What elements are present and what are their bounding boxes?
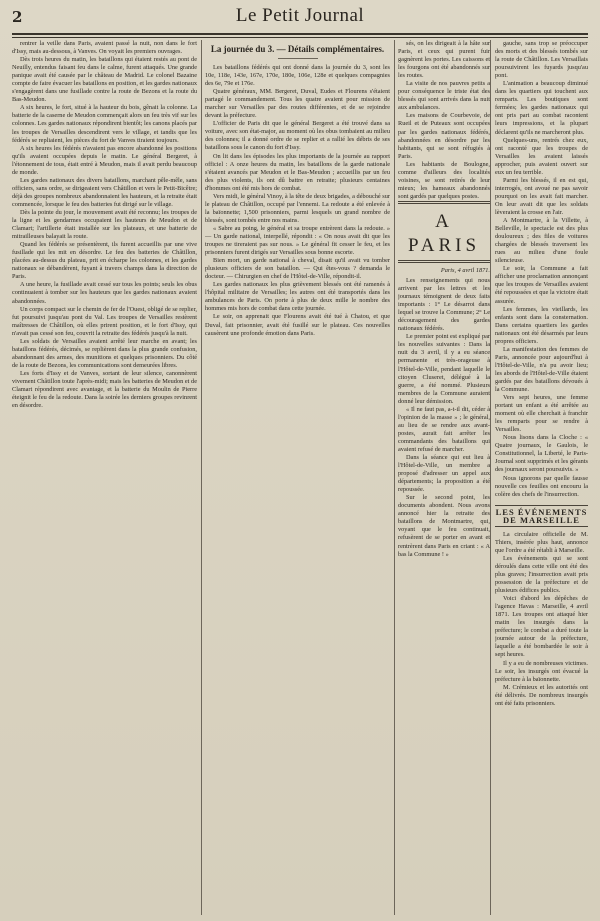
paragraph: M. Crémieux et les autorités ont été délivrés. De nombreux insurgés ont été faits prisonniers. [495, 683, 588, 707]
paragraph: Les gardes nationaux les plus grièvement blessés ont été ramenés à l'hôpital militaire de Versailles; les autres ont été transportés dans les ambulances de Paris. On porte à plus de deux mille le nombre des hommes mis hors de combat dans cette journée. [205, 281, 390, 313]
paragraph: La visite de nos pauvres petits a pour conséquence le triste état des blessés qui sont arrivés dans la nuit aux ambulances. [398, 80, 490, 112]
paragraph: A Montmartre, à la Villette, à Belleville, le spectacle est des plus douloureux ; des files de voitures chargées de blessés traversent les rues au milieu d'une foule silencieuse. [495, 217, 588, 265]
paragraph: Les gardes nationaux des divers bataillons, marchant pêle-mêle, sans officiers, sans ordre, se dirigeaient vers Châtillon et vers le Petit-Bicêtre; déjà des groupes nombreux abandonnaient les hauteurs, et la retraite était commencée, lorsque le feu des batteries fut dirigé sur le village. [12, 176, 197, 208]
headline-rule [278, 58, 318, 59]
paragraph: Les femmes, les vieillards, les enfants sont dans la consternation. Dans certains quartiers les gardes nationaux ont été désarmés par leurs propres officiers. [495, 305, 588, 345]
paragraph: Nous lisons dans la Cloche : « Quatre journaux, le Gaulois, le Constitutionnel, la Liberté, le Paris-Journal sont supprimés et les gérants des journaux seront poursuivis. » [495, 434, 588, 474]
column-divider [394, 40, 395, 915]
paragraph: L'officier de Paris dit que le général Bergeret a été trouvé dans sa voiture, avec son état-major, au moment où les obus tombaient au milieu des colonnes; il a donné ordre de se replier et a rallié les débris de ses bataillons sous le canon du fort d'Issy. [205, 120, 390, 152]
paragraph: rentrer la veille dans Paris, avaient passé la nuit, non dans le fort d'Issy, mais au-dessous, à Vanves. On voyait les premiers ouvrages. [12, 40, 197, 56]
paragraph: On lit dans les épisodes les plus importants de la journée au rapport officiel : A onze heures du matin, les bataillons de la garde nationale s'étaient avancés par Meudon et le Bas-Meudon ; accueillis par un feu des plus violents, ils ont dû battre en retraite; plusieurs centaines d'hommes ont été mis hors de combat. [205, 152, 390, 192]
paragraph: Le soir, la Commune a fait afficher une proclamation annonçant que les troupes de Versailles avaient été repoussées et que la victoire était assurée. [495, 265, 588, 305]
paragraph: Les renseignements qui nous arrivent par les lettres et les journaux témoignent de deux faits importants : 1° Le désarroi dans lequel se trouve la Commune; 2° Le découragement des gardes nationaux fédérés. [398, 276, 490, 333]
column-divider [490, 40, 491, 915]
paragraph: Vers midi, le général Vinoy, à la tête de deux brigades, a débouché sur le plateau de Châtillon, occupé par l'ennemi. La redoute a été enlevée à la baïonnette; 1,500 prisonniers, parmi lesquels un grand nombre de blessés, sont tombés entre nos mains. [205, 192, 390, 224]
paragraph: Les bataillons fédérés qui ont donné dans la journée du 3, sont les 10e, 118e, 143e, 167e, 170e, 180e, 106e, 128e et quelques compagnies des 6e, 79e et 176e. [205, 64, 390, 88]
paragraph: A une heure, la fusillade avait cessé sur tous les points; seuls les obus continuaient à tomber sur les hauteurs que les gardes nationaux avaient abandonnées. [12, 281, 197, 305]
section-rule [398, 260, 490, 263]
column-3 [398, 40, 588, 915]
column-2 [205, 40, 390, 915]
paragraph: L'animation a beaucoup diminué dans les quartiers qui touchent aux remparts. Les boutiques sont fermées; les gardes nationaux qui ont pris part au combat racontent leurs impressions, et la plupart déclarent qu'ils ne marcheront plus. [495, 80, 588, 136]
paragraph: Dès la pointe du jour, le mouvement avait été reconnu; les troupes de la ligne et les gendarmes occupaient les hauteurs de Meudon et de Clamart; l'artillerie était installée sur les plateaux, et une batterie de mitrailleuses balayait la route. [12, 208, 197, 241]
section-banner: LES ÉVÉNEMENTS DE MARSEILLE [495, 505, 588, 527]
paragraph: Vers sept heures, une femme portant un enfant a été arrêtée au moment où elle cherchait à franchir les remparts pour se rendre à Versailles. [495, 394, 588, 434]
column-4 [495, 40, 588, 915]
paragraph: sés, on les dirigeait à la hâte sur Paris, et ceux qui purent fuir gagnèrent les portes. Les caissons et les fourgons ont été abandonnés sur les routes. [398, 40, 490, 80]
masthead [12, 2, 588, 32]
paper-name: Le Petit Journal [235, 5, 365, 26]
column-3-left [398, 40, 490, 915]
paragraph: « Il ne faut pas, a-t-il dit, céder à l'opinion de la masse » ; le général, au lieu de se rendre aux avant-postes, aurait fait arrêter les commandants des bataillons qui avaient refusé de marcher. [398, 405, 490, 453]
paragraph: Les maisons de Courbevoie, de Rueil et de Puteaux sont occupées par les gardes nationaux fédérés, abandonnées en désordre par les habitants, qui se sont réfugiés à Paris. [398, 112, 490, 160]
paragraph: Voici d'abord les dépêches de l'agence Havas : Marseille, 4 avril 1871. Les troupes ont attaqué hier matin les insurgés dans la préfecture; le combat a duré toute la journée autour de la préfecture, laquelle a été bombardée le soir à sept heures. [495, 595, 588, 659]
paragraph: « Sabre au poing, le général et sa troupe entrèrent dans la redoute. » — Un garde national, interpellé, répondit : « On nous avait dit que les troupes ne tireraient pas sur nous. » Le général fit cesser le feu, et les prisonniers furent dirigés sur Versailles sous bonne escorte. [205, 224, 390, 257]
paragraph: Les forts d'Issy et de Vanves, sortant de leur silence, canonnèrent vivement Châtillon toute l'après-midi; mais les batteries de Meudon et de Clamart répondirent avec avantage, et la batterie du Moulin de Pierre éteignit le feu de la redoute. Dans la soirée les derniers groupes revinrent en désordre. [12, 369, 197, 410]
paragraph: Les habitants de Boulogne, comme d'ailleurs des localités voisines, se sont retirés de leur mieux; les hameaux abandonnés sont gardés par quelques postes. [398, 160, 490, 200]
column-1 [12, 40, 197, 915]
paragraph: gauche, sans trop se préoccuper des morts et des blessés tombés sur la route de Châtillon. Les Versaillais poursuivirent les fuyards jusqu'au pont. [495, 40, 588, 80]
article-headline: La journée du 3. — Détails complémentaires. [210, 44, 385, 54]
column-divider [201, 40, 202, 915]
page-number: 2 [12, 8, 23, 26]
paragraph: A six heures les fédérés n'avaient pas encore abandonné les positions qu'ils avaient occupées depuis le matin. Le général Bergeret, à l'étonnement de tous, était entré à Meudon, mais il avait perdu beaucoup de monde. [12, 144, 197, 176]
paragraph: Les événements qui se sont déroulés dans cette ville ont été des plus graves; l'insurrection avait pris possession de la préfecture et de plusieurs édifices publics. [495, 554, 588, 595]
paragraph: Il y a eu de nombreuses victimes. Le soir, les insurgés ont évacué la préfecture à la baïonnette. [495, 659, 588, 683]
paragraph: Sur le second point, les documents abondent. Nous avons annoncé hier la retraite des bataillons de Montmartre, qui, voyant que le feu continuait, refusèrent de se porter en avant et rentrèrent dans Paris en criant : « A bas la Commune ! » [398, 494, 490, 558]
paragraph: La circulaire officielle de M. Thiers, insérée plus haut, annonce que l'ordre a été rétabli à Marseille. [495, 530, 588, 554]
paragraph: A six heures, le fort, situé à la hauteur du bois, gênait la colonne. La batterie de la caserne de Meudon commençait alors un feu très vif sur les colonnes. Les gardes nationaux répondirent bientôt; les canons placés par les troupes de Versailles descendirent vers le village, et tandis que les fédérés se repliaient, les pièces du fort de Vanves tiraient toujours. [12, 104, 197, 144]
masthead-rule [12, 33, 588, 38]
paragraph: Quatre généraux, MM. Bergeret, Duval, Eudes et Flourens s'étaient partagé le commandement. Tous les quatre avaient pour mission de marcher sur Versailles par des routes différentes, et de se rejoindre devant la préfecture. [205, 88, 390, 120]
paragraph: Quelques-uns, rentrés chez eux, ont raconté que les troupes de Versailles les avaient laissés approcher, puis avaient ouvert sur eux un feu terrible. [495, 136, 588, 176]
paragraph: Dès trois heures du matin, les bataillons qui étaient restés au pont de Neuilly, entendus faisant feu dans le calme, furent attaqués. Une grande panique avait été causée par le château de Madrid. Le colonel Bazaine compte de faire évacuer les bataillons en position, et les gardes nationaux s'engagèrent dans une fusillade contre la route de Bezons et la route du Bas-Meudon. [12, 56, 197, 104]
section-title: A PARIS [407, 210, 481, 256]
paragraph: Le soir, on apprenait que Flourens avait été tué à Chatou, et que Duval, fait prisonnier, avait été fusillé sur le plateau. Ces nouvelles causèrent une profonde émotion dans Paris. [205, 313, 390, 337]
paragraph: La manifestation des femmes de Paris, annoncée pour aujourd'hui à l'Hôtel-de-Ville, n'a pu avoir lieu; les abords de l'Hôtel-de-Ville étaient gardés par des bataillons dévoués à la Commune. [495, 345, 588, 394]
columns [12, 40, 588, 915]
paragraph: Nous ignorons par quelle fausse nouvelle ces feuilles ont encouru la colère des chefs de l'insurrection. [495, 474, 588, 498]
section-rule [398, 201, 490, 204]
paragraph: Un corps compact sur le chemin de fer de l'Ouest, obligé de se replier, fut poursuivi jusqu'au pont du Val. Les troupes de Versailles restèrent maîtresses de Châtillon, où elles prirent position, et le fort d'Issy, qui n'avait pas cessé son feu, couvrit la retraite des fédérés jusqu'à la nuit. [12, 305, 197, 337]
paragraph: Les soldats de Versailles avaient arrêté leur marche en avant; les bataillons fédérés, décimés, se replièrent dans la plus grande confusion, abandonnant des armes, des munitions et quelques prisonniers. Du côté de la route de Bezons, les communications sont demeurées libres. [12, 337, 197, 369]
dateline: Paris, 4 avril 1871. [440, 266, 490, 274]
paragraph: Bien mort, un garde national à cheval, disait qu'il avait vu tomber plusieurs officiers de son bataillon. — Qui êtes-vous ? demanda le docteur. — Chirurgien en chef de l'Hôtel-de-Ville, répondit-il. [205, 257, 390, 281]
paragraph: Le premier point est expliqué par les nouvelles suivantes : Dans la nuit du 3 avril, il y a eu séance permanente et très-orageuse à l'Hôtel-de-Ville, pendant laquelle le citoyen Cluseret, délégué à la guerre, a été nommé. Plusieurs membres de la Commune auraient donné leur démission. [398, 333, 490, 405]
paragraph: Parmi les blessés, il en est qui, interrogés, ont avoué ne pas savoir pourquoi on les avait fait marcher. On leur avait dit que les soldats lèveraient la crosse en l'air. [495, 176, 588, 216]
paragraph: Dans la séance qui eut lieu à l'Hôtel-de-Ville, un membre a proposé d'adresser un appel aux départements; la proposition a été repoussée. [398, 454, 490, 494]
paragraph: Quand les fédérés se présentèrent, ils furent accueillis par une vive fusillade qui les mit en désordre. Le feu des batteries de Châtillon, placées au-dessus du plateau, prit en écharpe les colonnes, et les gardes nationaux se débandèrent, fuyant à travers champs dans la direction de Paris. [12, 241, 197, 281]
